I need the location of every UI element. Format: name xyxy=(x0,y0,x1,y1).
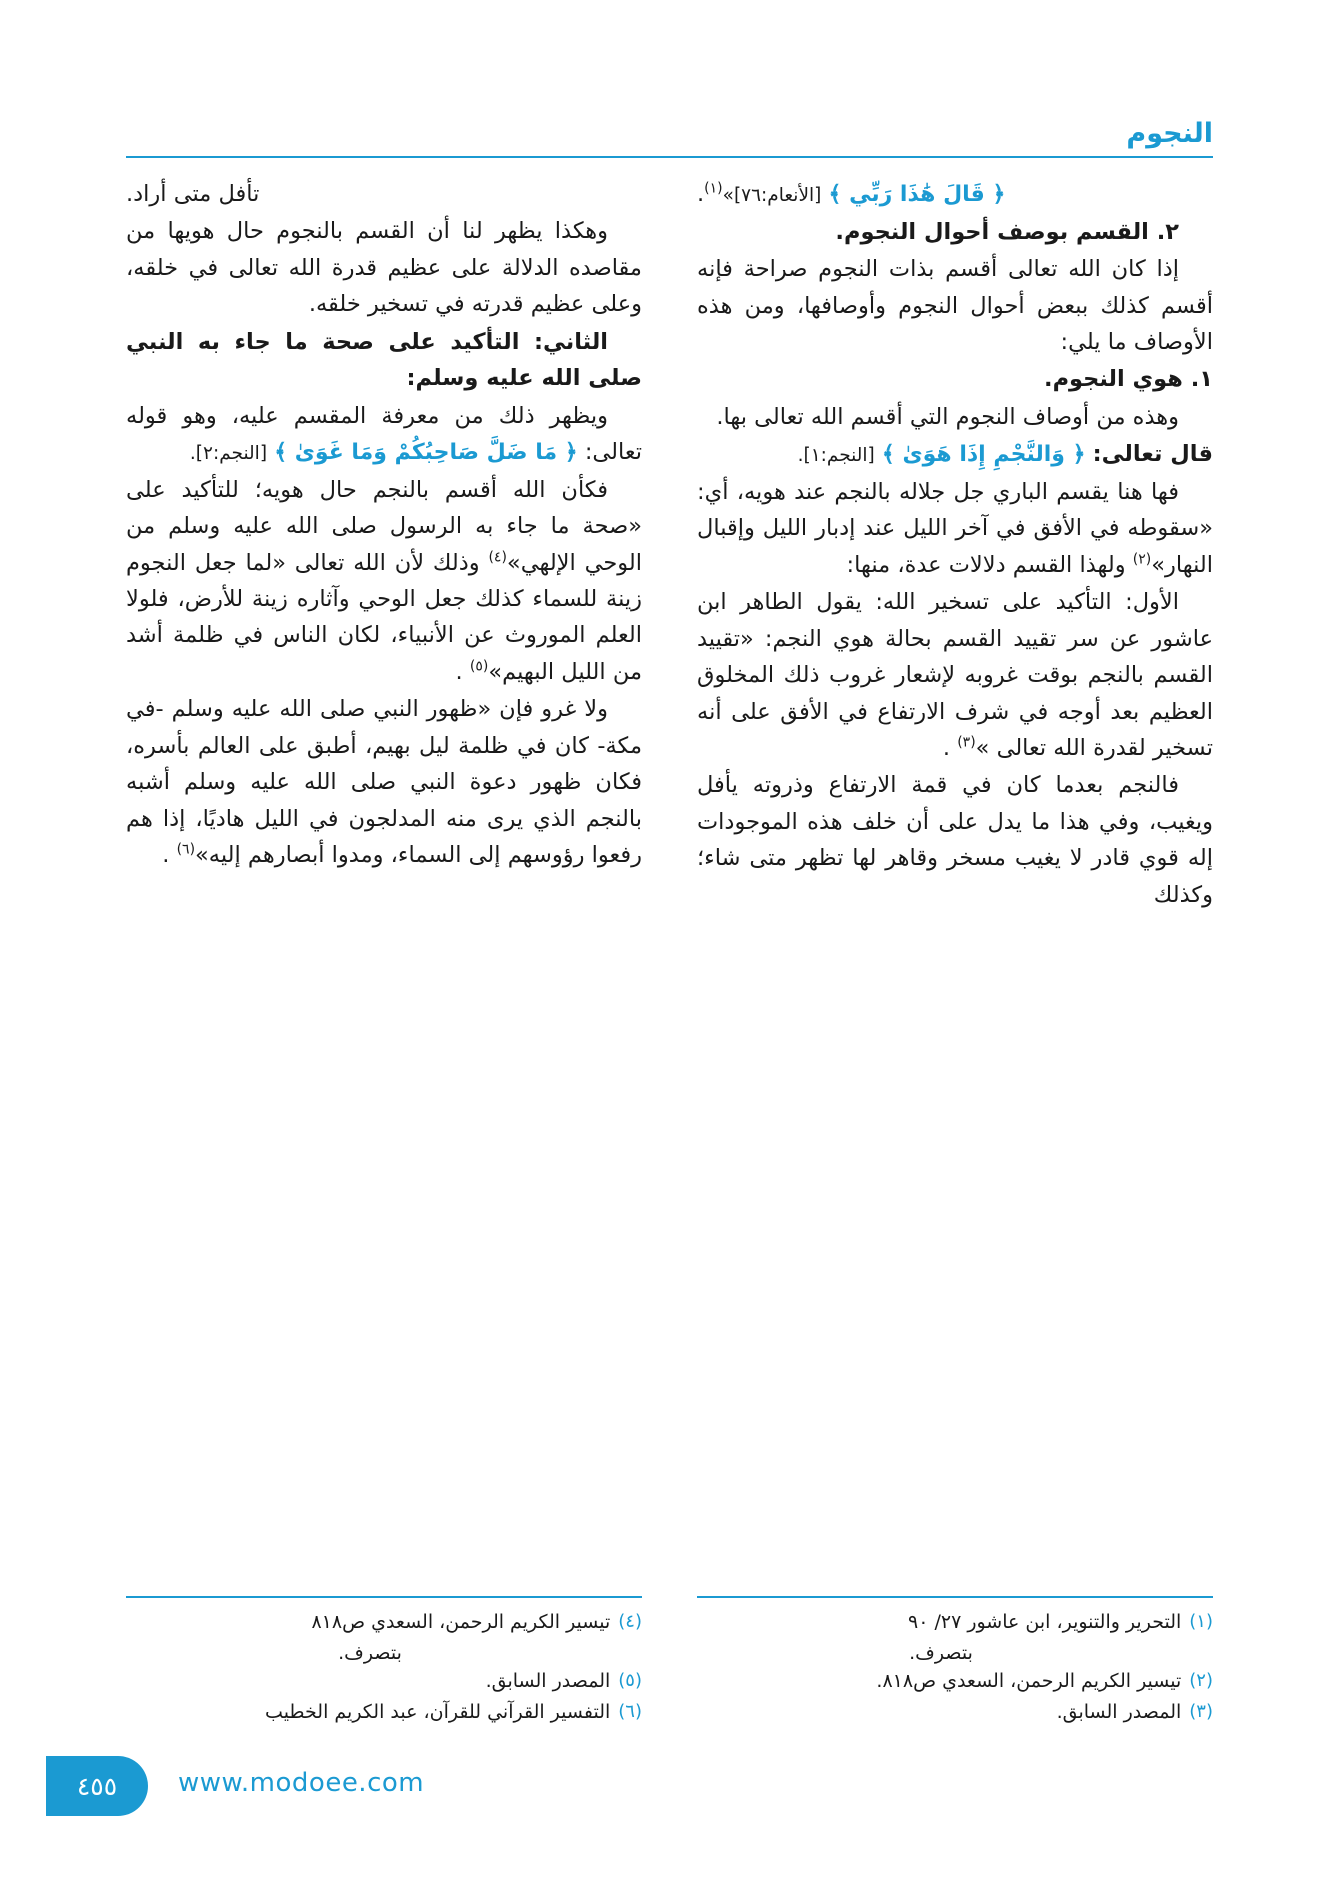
footnote-number: (٥) xyxy=(618,1670,642,1691)
footnote-text: المصدر السابق. xyxy=(1056,1700,1182,1723)
lead-qala-taala: قال تعالى: xyxy=(1092,441,1213,468)
paragraph-wala-gharwa xyxy=(126,691,642,873)
footnote-marker-4: (٤) xyxy=(488,549,507,566)
paragraph-quran-najm2 xyxy=(126,398,642,471)
paragraph-quran-anaam xyxy=(697,176,1213,213)
footnote-divider-right xyxy=(697,1596,1213,1598)
page-header xyxy=(126,118,1213,158)
column-left xyxy=(126,176,642,875)
footnote-number: (٦) xyxy=(618,1700,642,1722)
footnote-number: (٢) xyxy=(1189,1670,1213,1691)
paragraph-awsaf-nujum: وهذه من أوصاف النجوم التي أقسم الله تعالى بها. xyxy=(716,403,1179,430)
footnote-marker-5: (٥) xyxy=(469,658,489,675)
quran-verse-najm1: ﴿ وَالنَّجْمِ إِذَا هَوَىٰ ﴾ xyxy=(881,442,1086,468)
footnote-number: (٣) xyxy=(1189,1700,1213,1722)
footnote-number: (١) xyxy=(1189,1611,1213,1632)
footnote-text: تيسير الكريم الرحمن، السعدي ص٨١٨ xyxy=(311,1611,611,1633)
heading-huwiy-nujum: ١. هوي النجوم. xyxy=(1044,366,1213,393)
verse-tail-anaam: . xyxy=(697,181,705,207)
footnote-text: المصدر السابق. xyxy=(485,1670,611,1692)
page-number-badge: ٤٥٥ xyxy=(46,1756,148,1816)
quran-verse-anaam: ﴿ قَالَ هَٰذَا رَبِّي ﴾ xyxy=(828,182,1006,207)
footnote-item xyxy=(697,1698,1213,1727)
footnote-marker-1: (١) xyxy=(704,180,723,197)
footnote-marker-3: (٣) xyxy=(957,734,976,751)
footnote-text: تيسير الكريم الرحمن، السعدي ص٨١٨. xyxy=(876,1670,1182,1692)
paragraph-tafil-matta: تأفل متى أراد. xyxy=(126,181,260,207)
paragraph-fakaanna xyxy=(126,472,642,691)
page-footer xyxy=(0,1756,1339,1818)
footnote-subline: بتصرف. xyxy=(909,1641,973,1664)
footnote-subline: بتصرف. xyxy=(338,1641,402,1664)
footnote-marker-2: (٢) xyxy=(1132,551,1152,568)
paragraph-wala-gharwa-tail: . xyxy=(162,842,177,869)
paragraph-fakaanna-tail2: . xyxy=(455,658,470,685)
footnote-item xyxy=(126,1608,642,1637)
paragraph-falnajm: فالنجم بعدما كان في قمة الارتفاع وذروته يأفل ويغيب، وفي هذا ما يدل على أن خلف هذه الموجودات إله قوي قادر لا يغيب مسخر وقاهر لها تظهر متى شاء؛ وكذلك xyxy=(697,772,1213,908)
text-columns xyxy=(126,176,1213,1566)
paragraph-qasam-intro: إذا كان الله تعالى أقسم بذات النجوم صراحة فإنه أقسم كذلك ببعض أحوال النجوم وأوصافها، ومن هذه الأوصاف ما يلي: xyxy=(697,256,1213,355)
footnote-marker-6: (٦) xyxy=(176,841,196,858)
footnote-item xyxy=(697,1667,1213,1696)
verse-source-najm2: [النجم:٢]. xyxy=(189,443,268,465)
footnotes-left xyxy=(126,1596,642,1728)
paragraph-wala-gharwa-text: ولا غرو فإن «ظهور النبي صلى الله عليه وسلم -في مكة- كان في ظلمة ليل بهيم، أطبق على العالم بأسره، فكان ظهور دعوة النبي صلى الله عليه وسلم أشبه بالنجم الذي يرى منه المدلجون في الليل هاديًا، إذا هم رفعوا رؤوسهم إلى السماء، ومدوا أبصارهم إليه» xyxy=(126,696,642,869)
paragraph-fakaanna-text: فكأن الله أقسم بالنجم حال هويه؛ للتأكيد على «صحة ما جاء به الرسول صلى الله عليه وسلم من الوحي الإلهي» xyxy=(126,476,642,576)
paragraph-awwal-taskhir xyxy=(697,584,1213,766)
verse-source-anaam: [الأنعام:٧٦]» xyxy=(722,185,822,206)
footnote-text: التحرير والتنوير، ابن عاشور ٢٧/ ٩٠ xyxy=(907,1611,1182,1633)
paragraph-fakaanna-tail: وذلك لأن الله تعالى «لما جعل النجوم زينة للسماء كذلك جعل الوحي وآثاره زينة للأرض، فلولا العلم الموروث عن الأنبياء، لكان الناس في ظلمة أشد من الليل البهيم» xyxy=(126,549,642,685)
heading-qasam-awsaf: ٢. القسم بوصف أحوال النجوم. xyxy=(835,218,1179,245)
paragraph-awwal-taskhir-text: الأول: التأكيد على تسخير الله: يقول الطاهر ابن عاشور عن سر تقييد القسم بحالة هوي النجم: «تقييد القسم بالنجم بوقت غروبه لإشعار غروب ذلك المخلوق العظيم بعد أوجه في شرف الارتفاع في الأفق على أنه تسخير لقدرة الله تعالى » xyxy=(697,589,1213,761)
lead-wayazhar: ويظهر ذلك من معرفة المقسم عليه، وهو قوله تعالى: xyxy=(126,402,642,466)
footnote-number: (٤) xyxy=(618,1611,642,1632)
footnotes-right xyxy=(697,1596,1213,1728)
paragraph-huwiy-explain-text: فها هنا يقسم الباري جل جلاله بالنجم عند هويه، أي: «سقوطه في الأفق في آخر الليل عند إدبار الليل وإقبال النهار» xyxy=(697,478,1213,578)
paragraph-thani-tawkid: الثاني: التأكيد على صحة ما جاء به النبي صلى الله عليه وسلم: xyxy=(126,328,642,392)
footnote-item xyxy=(126,1698,642,1727)
footnote-item xyxy=(126,1667,642,1696)
paragraph-huwiy-explain xyxy=(697,474,1213,583)
paragraph-huwiy-explain-tail: ولهذا القسم دلالات عدة، منها: xyxy=(846,551,1133,578)
quran-verse-najm2: ﴿ مَا ضَلَّ صَاحِبُكُمْ وَمَا غَوَىٰ ﴾ xyxy=(274,440,578,466)
site-url[interactable]: www.modoee.com xyxy=(178,1768,425,1798)
footnote-item xyxy=(697,1608,1213,1637)
header-divider xyxy=(126,156,1213,158)
paragraph-quran-najm1 xyxy=(697,436,1213,473)
page-title: النجوم xyxy=(1126,118,1213,149)
verse-source-najm1: [النجم:١]. xyxy=(797,445,875,467)
footnote-divider-left xyxy=(126,1596,642,1598)
footnote-text: التفسير القرآني للقرآن، عبد الكريم الخطيب xyxy=(265,1700,611,1723)
paragraph-awwal-taskhir-tail: . xyxy=(942,734,958,761)
column-right xyxy=(697,176,1213,914)
paragraph-wahakatha: وهكذا يظهر لنا أن القسم بالنجوم حال هويها من مقاصده الدلالة على عظيم قدرة الله تعالى في خلقه، وعلى عظيم قدرته في تسخير خلقه. xyxy=(126,218,642,318)
